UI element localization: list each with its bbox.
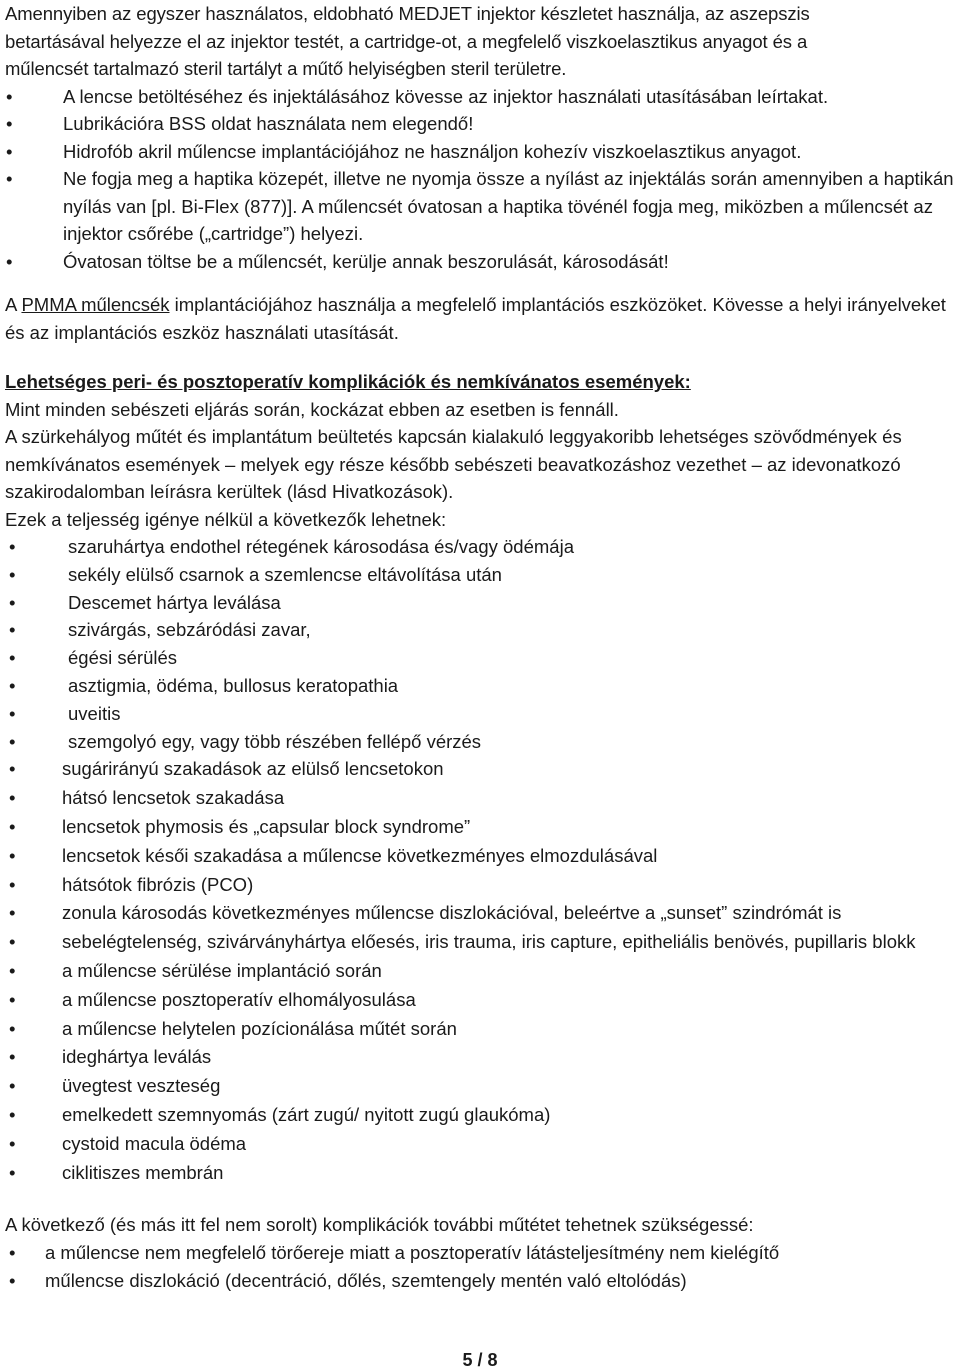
bullet-icon: • [9, 1046, 16, 1068]
list-item-text: szemgolyó egy, vagy több részében fellépő vérzés [68, 730, 482, 752]
intro-line: betartásával helyezze el az injektor testét, a cartridge-ot, a megfelelő viszkoelasztikus anyagot és a [5, 30, 808, 52]
list-item [5, 1130, 957, 1159]
list-item [5, 83, 957, 111]
list-item [5, 1267, 957, 1295]
bullet-icon: • [9, 787, 16, 809]
list-item-text: zonula károsodás következményes műlencse diszlokációval, beleértve a „sunset” szindrómát is [62, 902, 842, 924]
list-item-text: Ne fogja meg a haptika közepét, illetve ne nyomja össze a nyílást az injektálás során amennyiben a haptikán nyílás van [pl. Bi-Flex (877)]. A műlencsét óvatosan a haptika tövénél fogja meg, miközben a műlencsét az injektor csőrébe („cartridge”) helyezi. [63, 168, 954, 244]
list-item-text: lencsetok phymosis és „capsular block syndrome” [62, 815, 471, 837]
list-item [5, 1043, 957, 1072]
list-item [5, 644, 957, 672]
list-item [5, 672, 957, 700]
bullet-icon: • [9, 959, 16, 981]
pmma-paragraph [5, 291, 957, 346]
list-item [5, 589, 957, 617]
list-item-text: A lencse betöltéséhez és injektálásához kövesse az injektor használati utasításában leírtakat. [63, 85, 829, 107]
list-item-text: égési sérülés [68, 647, 178, 669]
list-item-text: sekély elülső csarnok a szemlencse eltávolítása után [68, 563, 502, 585]
list-item-text: cystoid macula ödéma [62, 1132, 247, 1154]
complication-list-b [5, 755, 957, 1187]
bullet-icon: • [9, 1161, 16, 1183]
bullet-icon: • [9, 674, 16, 696]
complication-list-a [5, 533, 957, 755]
list-item-text: a műlencse helytelen pozícionálása műtét során [62, 1017, 457, 1039]
bullet-icon: • [9, 619, 16, 641]
bullet-icon: • [9, 1075, 16, 1097]
list-item-text: lencsetok késői szakadása a műlencse következményes elmozdulásával [62, 844, 658, 866]
bullet-icon: • [6, 85, 13, 107]
bullet-icon: • [6, 140, 13, 162]
list-item-text: ideghártya leválás [62, 1046, 212, 1068]
list-item [5, 700, 957, 728]
list-item [5, 110, 957, 138]
bullet-icon: • [9, 988, 16, 1010]
document-page [5, 0, 957, 1295]
bullet-icon: • [9, 647, 16, 669]
complications-intro: Mint minden sebészeti eljárás során, kockázat ebben az esetben is fennáll. [5, 398, 619, 420]
list-item [5, 728, 957, 756]
list-item [5, 561, 957, 589]
intro-line: Amennyiben az egyszer használatos, eldobható MEDJET injektor készletet használja, az aszepszis [5, 3, 810, 24]
list-item [5, 248, 957, 276]
bullet-icon: • [9, 815, 16, 837]
list-item [5, 957, 957, 986]
list-item [5, 1159, 957, 1188]
bullet-icon: • [9, 1269, 16, 1291]
bullet-icon: • [9, 873, 16, 895]
intro-line: műlencsét tartalmazó steril tartályt a műtő helyiségben steril területre. [5, 58, 567, 79]
list-item-text: a műlencse sérülése implantáció során [62, 959, 382, 981]
list-item-text: uveitis [68, 702, 121, 724]
list-item-text: hátsó lencsetok szakadása [62, 787, 285, 809]
further-complications-list [5, 1239, 957, 1295]
pmma-prefix: A [5, 294, 22, 315]
list-item-text: Hidrofób akril műlencse implantációjához ne használjon kohezív viszkoelasztikus anyagot. [63, 140, 802, 162]
list-item-text: Descemet hártya leválása [68, 591, 281, 613]
list-item-text: Lubrikációra BSS oldat használata nem elegendő! [63, 113, 474, 134]
list-item [5, 1015, 957, 1044]
bullet-icon: • [9, 758, 16, 780]
pmma-link[interactable]: PMMA műlencsék [21, 294, 170, 315]
complications-paragraph: A szürkehályog műtét és implantátum beültetés kapcsán kialakuló leggyakoribb lehetséges szövődmények és nemkívánatos események – melyek egy része később sebészeti beavatkozáshoz vezethet – az idevonatkozó szakirodalomban leírásra kerültek (lásd Hivatkozások). [5, 426, 902, 502]
list-item [5, 1072, 957, 1101]
list-item-text: hátsótok fibrózis (PCO) [62, 873, 254, 895]
list-item [5, 813, 957, 842]
bullet-icon: • [6, 113, 13, 134]
list-item-text: sebelégtelenség, szivárványhártya előesés, iris trauma, iris capture, epitheliális benövés, pupillaris blokk [62, 931, 916, 953]
bullet-icon: • [9, 1103, 16, 1125]
list-item-text: sugárirányú szakadások az elülső lencsetokon [62, 758, 444, 780]
bullet-icon: • [6, 250, 13, 272]
list-item [5, 871, 957, 900]
bullet-icon: • [9, 591, 16, 613]
list-item [5, 533, 957, 561]
bullet-icon: • [9, 844, 16, 866]
pmma-text: implantációjához használja a megfelelő implantációs eszközöket. Kövesse a helyi irányelveket és az implantációs eszköz használati utasítását. [5, 294, 946, 343]
bullet-icon: • [9, 730, 16, 752]
bullet-icon: • [9, 702, 16, 724]
list-item-text: szivárgás, sebzáródási zavar, [68, 619, 311, 641]
instruction-list [5, 83, 957, 276]
bullet-icon: • [9, 1241, 16, 1263]
list-item-text: Óvatosan töltse be a műlencsét, kerülje annak beszorulását, károsodását! [63, 250, 669, 272]
page-number: 5 / 8 [462, 1350, 498, 1370]
list-item-text: asztigmia, ödéma, bullosus keratopathia [68, 674, 399, 696]
list-item [5, 928, 957, 957]
list-item [5, 842, 957, 871]
complications-heading: Lehetséges peri- és posztoperatív komplikációk és nemkívánatos események: [5, 371, 691, 392]
list-item-text: műlencse diszlokáció (decentráció, dőlés, szemtengely mentén való eltolódás) [45, 1269, 687, 1291]
bullet-icon: • [9, 563, 16, 585]
bullet-icon: • [9, 536, 16, 557]
bullet-icon: • [9, 1132, 16, 1154]
list-item-text: szaruhártya endothel rétegének károsodása és/vagy ödémája [68, 536, 574, 557]
list-item-text: ciklitiszes membrán [62, 1161, 224, 1183]
list-item [5, 986, 957, 1015]
intro-paragraph [5, 0, 957, 83]
list-item [5, 165, 957, 248]
list-item-text: a műlencse posztoperatív elhomályosulása [62, 988, 416, 1010]
list-item [5, 138, 957, 166]
list-item [5, 755, 957, 784]
list-item-text: a műlencse nem megfelelő törőereje miatt a posztoperatív látásteljesítmény nem kielégítő [45, 1241, 780, 1263]
bullet-icon: • [9, 931, 16, 953]
bullet-icon: • [6, 168, 13, 189]
list-item [5, 616, 957, 644]
bullet-icon: • [9, 1017, 16, 1039]
bullet-icon: • [9, 902, 16, 924]
list-item [5, 899, 957, 928]
list-item-text: üvegtest veszteség [62, 1075, 221, 1097]
list-item-text: emelkedett szemnyomás (zárt zugú/ nyitott zugú glaukóma) [62, 1103, 551, 1125]
list-item [5, 784, 957, 813]
list-item [5, 1239, 957, 1267]
list-item [5, 1101, 957, 1130]
complications-lead: Ezek a teljesség igénye nélkül a következők lehetnek: [5, 508, 447, 530]
further-complications-intro: A következő (és más itt fel nem sorolt) komplikációk további műtétet tehetnek szükségessé: [5, 1214, 754, 1236]
